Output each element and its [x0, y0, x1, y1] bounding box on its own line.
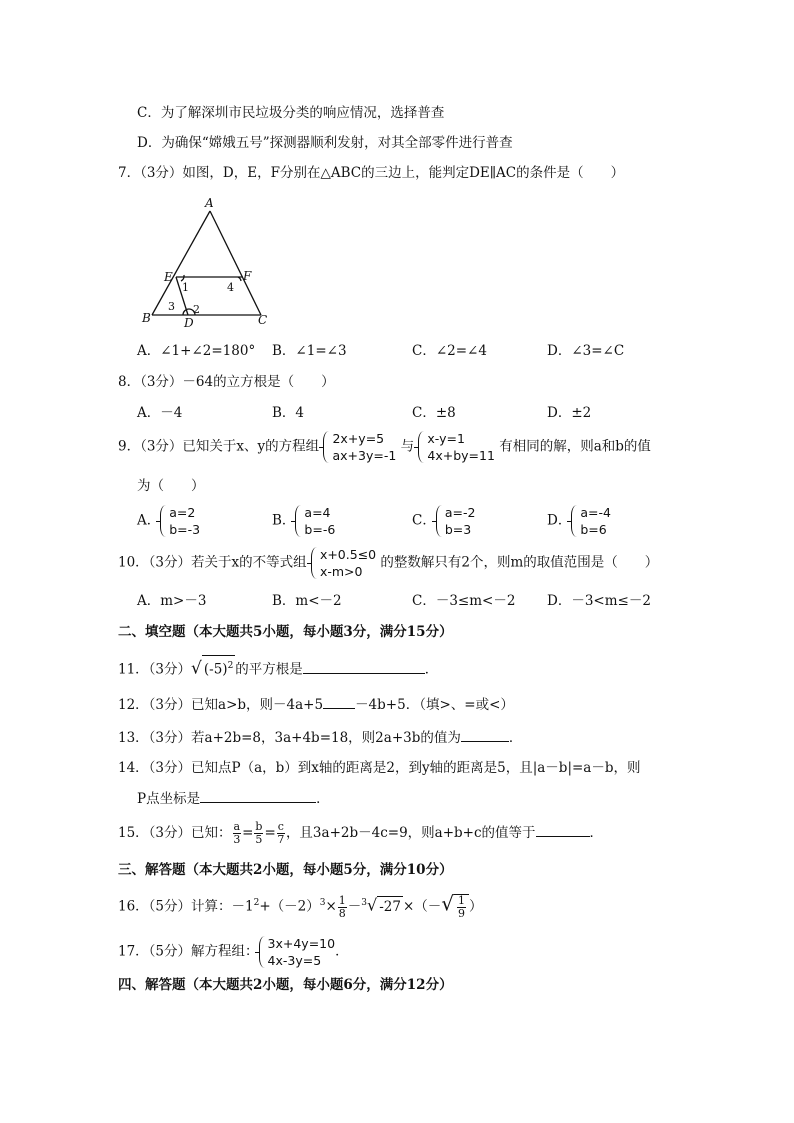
q14-text-end: ．	[316, 791, 330, 807]
q12-text-pre: 12．（3分）已知a>b，则－4a+5	[118, 697, 324, 713]
q13-text-end: ．	[508, 730, 523, 746]
q6-option-d: D．为确保“嫦娥五号”探测器顺利发射，对其全部零件进行普查	[137, 135, 513, 151]
question-7: 7．（3分）如图，D，E，F分别在△ABC的三边上，能判定DE∥AC的条件是（ ）	[118, 165, 625, 181]
question-14-cont	[137, 788, 330, 809]
q14-answer-blank[interactable]	[200, 788, 316, 803]
q16-frac-num: 1	[338, 893, 346, 907]
radical-sign-icon: √	[367, 895, 378, 915]
q13-answer-blank[interactable]	[461, 727, 509, 742]
q10-option-c: C．－3≤m<－2	[412, 593, 516, 609]
q9-d-row2: b=6	[580, 522, 607, 537]
q9-option-a-system	[160, 504, 200, 538]
question-15	[118, 821, 603, 846]
q9-b-row1: a=4	[304, 505, 331, 520]
q15-f3-den: 7	[277, 833, 285, 846]
angle-label-4: 4	[227, 281, 234, 294]
label-a: A	[205, 196, 214, 210]
q9-option-b	[272, 504, 335, 538]
question-8: 8．（3分）－64的立方根是（ ）	[118, 374, 335, 390]
q9-c-row2: b=3	[444, 522, 472, 537]
q16-exp-1: 2	[253, 898, 260, 908]
side-ab	[152, 211, 210, 315]
q17-eq2: 4x-3y=5	[267, 953, 322, 968]
q16-fraction	[338, 895, 347, 920]
section-2-heading: 二、填空题（本大题共5小题，每小题3分，满分15分）	[118, 624, 453, 640]
q16-exp-2: 3	[319, 898, 326, 908]
q16-text-pre: 16．（5分）计算：－1	[118, 898, 254, 915]
q12-text-post: －4b+5．（填>、=或<）	[355, 697, 514, 713]
label-e: E	[164, 270, 173, 284]
section-3-heading: 三、解答题（本大题共2小题，每小题5分，满分10分）	[118, 862, 453, 878]
q10-system	[311, 546, 376, 580]
q15-text-end: ．	[589, 825, 604, 841]
q16-text-6: ）	[469, 898, 483, 915]
triangle-figure	[135, 190, 285, 335]
q10-ineq1: x+0.5≤0	[319, 547, 377, 562]
q8-option-c: C．±8	[412, 405, 456, 421]
q11-text-post: 的平方根是	[235, 661, 303, 678]
side-ac	[210, 211, 261, 315]
q11-radicand-value: (-5)	[203, 661, 228, 678]
q7-option-c: C．∠2=∠4	[412, 343, 487, 359]
question-13	[118, 727, 522, 748]
q7-option-b: B．∠1=∠3	[272, 343, 347, 359]
q11-answer-blank[interactable]	[303, 659, 425, 674]
q16-fraction-2	[457, 895, 466, 920]
question-9	[118, 430, 651, 464]
q9-c-row1: a=-2	[444, 505, 476, 520]
q15-f1-den: 3	[233, 833, 241, 846]
q9-option-a	[137, 504, 200, 538]
q16-text-2: +（－2）	[259, 898, 320, 915]
q9-sys2-eq1: x-y=1	[427, 431, 465, 446]
q6-option-c: C．为了解深圳市民垃圾分类的响应情况，选择普查	[137, 105, 445, 121]
q15-f1-num: a	[233, 820, 241, 833]
angle-label-2: 2	[193, 303, 200, 316]
q9-option-d	[547, 504, 611, 538]
q15-answer-blank[interactable]	[536, 822, 590, 837]
q16-frac-den: 8	[338, 906, 346, 920]
q9-system-2	[418, 430, 495, 464]
q9-option-b-system	[295, 504, 335, 538]
label-d: D	[184, 316, 194, 330]
q13-text-pre: 13．（3分）若a+2b=8，3a+4b=18，则2a+3b的值为	[118, 730, 461, 746]
q10-option-a: A．m>－3	[137, 593, 207, 609]
q17-eq1: 3x+4y=10	[267, 936, 336, 951]
q16-radicand: -27	[377, 896, 403, 917]
q15-f2-num: b	[255, 820, 263, 833]
q16-text-5: ×（－	[402, 898, 442, 915]
q9-b-row2: b=-6	[304, 522, 336, 537]
q9-option-c-system	[436, 504, 476, 538]
q10-text-post: 的整数解只有2个，则m的取值范围是（ ）	[380, 554, 659, 571]
q10-option-b: B．m<－2	[272, 593, 342, 609]
q7-option-a: A．∠1+∠2=180°	[137, 343, 256, 359]
q12-answer-blank[interactable]	[323, 694, 355, 709]
label-c: C	[258, 313, 268, 327]
q16-sqrt-fraction	[454, 894, 469, 920]
question-14: 14．（3分）已知点P（a，b）到x轴的距离是2，到y轴的距离是5，且|a－b|=a－b，则	[118, 760, 641, 776]
q16-minus: －	[347, 898, 362, 915]
q9-option-a-label: A．	[137, 512, 161, 529]
q9-option-b-label: B．	[272, 512, 296, 529]
q15-fraction-a	[233, 821, 242, 846]
q9-option-c	[412, 504, 475, 538]
q11-text-pre: 11．（3分）	[118, 661, 192, 678]
q15-text-pre: 15．（3分）已知：	[118, 825, 232, 841]
q11-radicand	[202, 655, 235, 680]
question-12	[118, 694, 514, 715]
q9-d-row1: a=-4	[580, 505, 611, 520]
q17-text-pre: 17．（5分）解方程组：	[118, 943, 259, 960]
angle-label-3: 3	[168, 300, 175, 313]
q16-times: ×	[325, 898, 337, 915]
q15-equals-1: =	[242, 825, 254, 841]
q9-text-post: 有相同的解，则a和b的值	[499, 438, 651, 455]
question-11	[118, 655, 438, 680]
q15-f3-num: c	[277, 820, 284, 833]
radical-sign-icon: √	[191, 658, 202, 679]
q9-text-mid: 与	[400, 438, 415, 455]
q9-sys1-eq2: ax+3y=-1	[332, 448, 397, 463]
question-10	[118, 546, 658, 580]
question-9-cont: 为（ ）	[137, 478, 205, 494]
q10-ineq2: x-m>0	[319, 564, 363, 579]
q15-text-post: ，且3a+2b－4c=9，则a+b+c的值等于	[285, 825, 536, 841]
label-f: F	[243, 269, 252, 283]
q11-text-end: ．	[424, 661, 439, 678]
q8-option-a: A．－4	[137, 405, 183, 421]
q14-text-l2: P点坐标是	[137, 791, 201, 807]
q9-text-pre: 9．（3分）已知关于x、y的方程组	[118, 438, 320, 455]
q8-option-b: B．4	[272, 405, 305, 421]
q9-a-row2: b=-3	[169, 522, 201, 537]
q16-sqrt-den: 9	[458, 906, 466, 920]
label-b: B	[142, 311, 151, 325]
q15-fraction-b	[254, 821, 263, 846]
question-17	[118, 935, 349, 969]
q10-text-pre: 10．（3分）若关于x的不等式组	[118, 554, 307, 571]
q11-exponent: 2	[227, 661, 234, 671]
q8-option-d: D．±2	[547, 405, 592, 421]
angle-label-1: 1	[182, 281, 189, 294]
q15-fraction-c	[277, 821, 285, 846]
q9-sys2-eq2: 4x+by=11	[427, 448, 495, 463]
q9-a-row1: a=2	[169, 505, 196, 520]
q10-option-d: D．－3<m≤－2	[547, 593, 651, 609]
section-4-heading: 四、解答题（本大题共2小题，每小题6分，满分12分）	[118, 977, 453, 993]
q9-option-d-system	[571, 504, 611, 538]
q17-system	[259, 935, 336, 969]
q15-f2-den: 5	[255, 833, 263, 846]
q9-system-1	[323, 430, 396, 464]
radical-sign-icon: √	[441, 891, 455, 916]
question-16	[118, 893, 483, 920]
q7-option-d: D．∠3=∠C	[547, 343, 625, 359]
q15-equals-2: =	[264, 825, 276, 841]
q16-root-index: 3	[361, 898, 368, 908]
q17-text-end: ．	[335, 943, 349, 960]
q9-option-c-label: C．	[412, 512, 436, 529]
q9-sys1-eq1: 2x+y=5	[332, 431, 385, 446]
q9-option-d-label: D．	[547, 512, 572, 529]
q16-sqrt-num: 1	[458, 893, 466, 907]
